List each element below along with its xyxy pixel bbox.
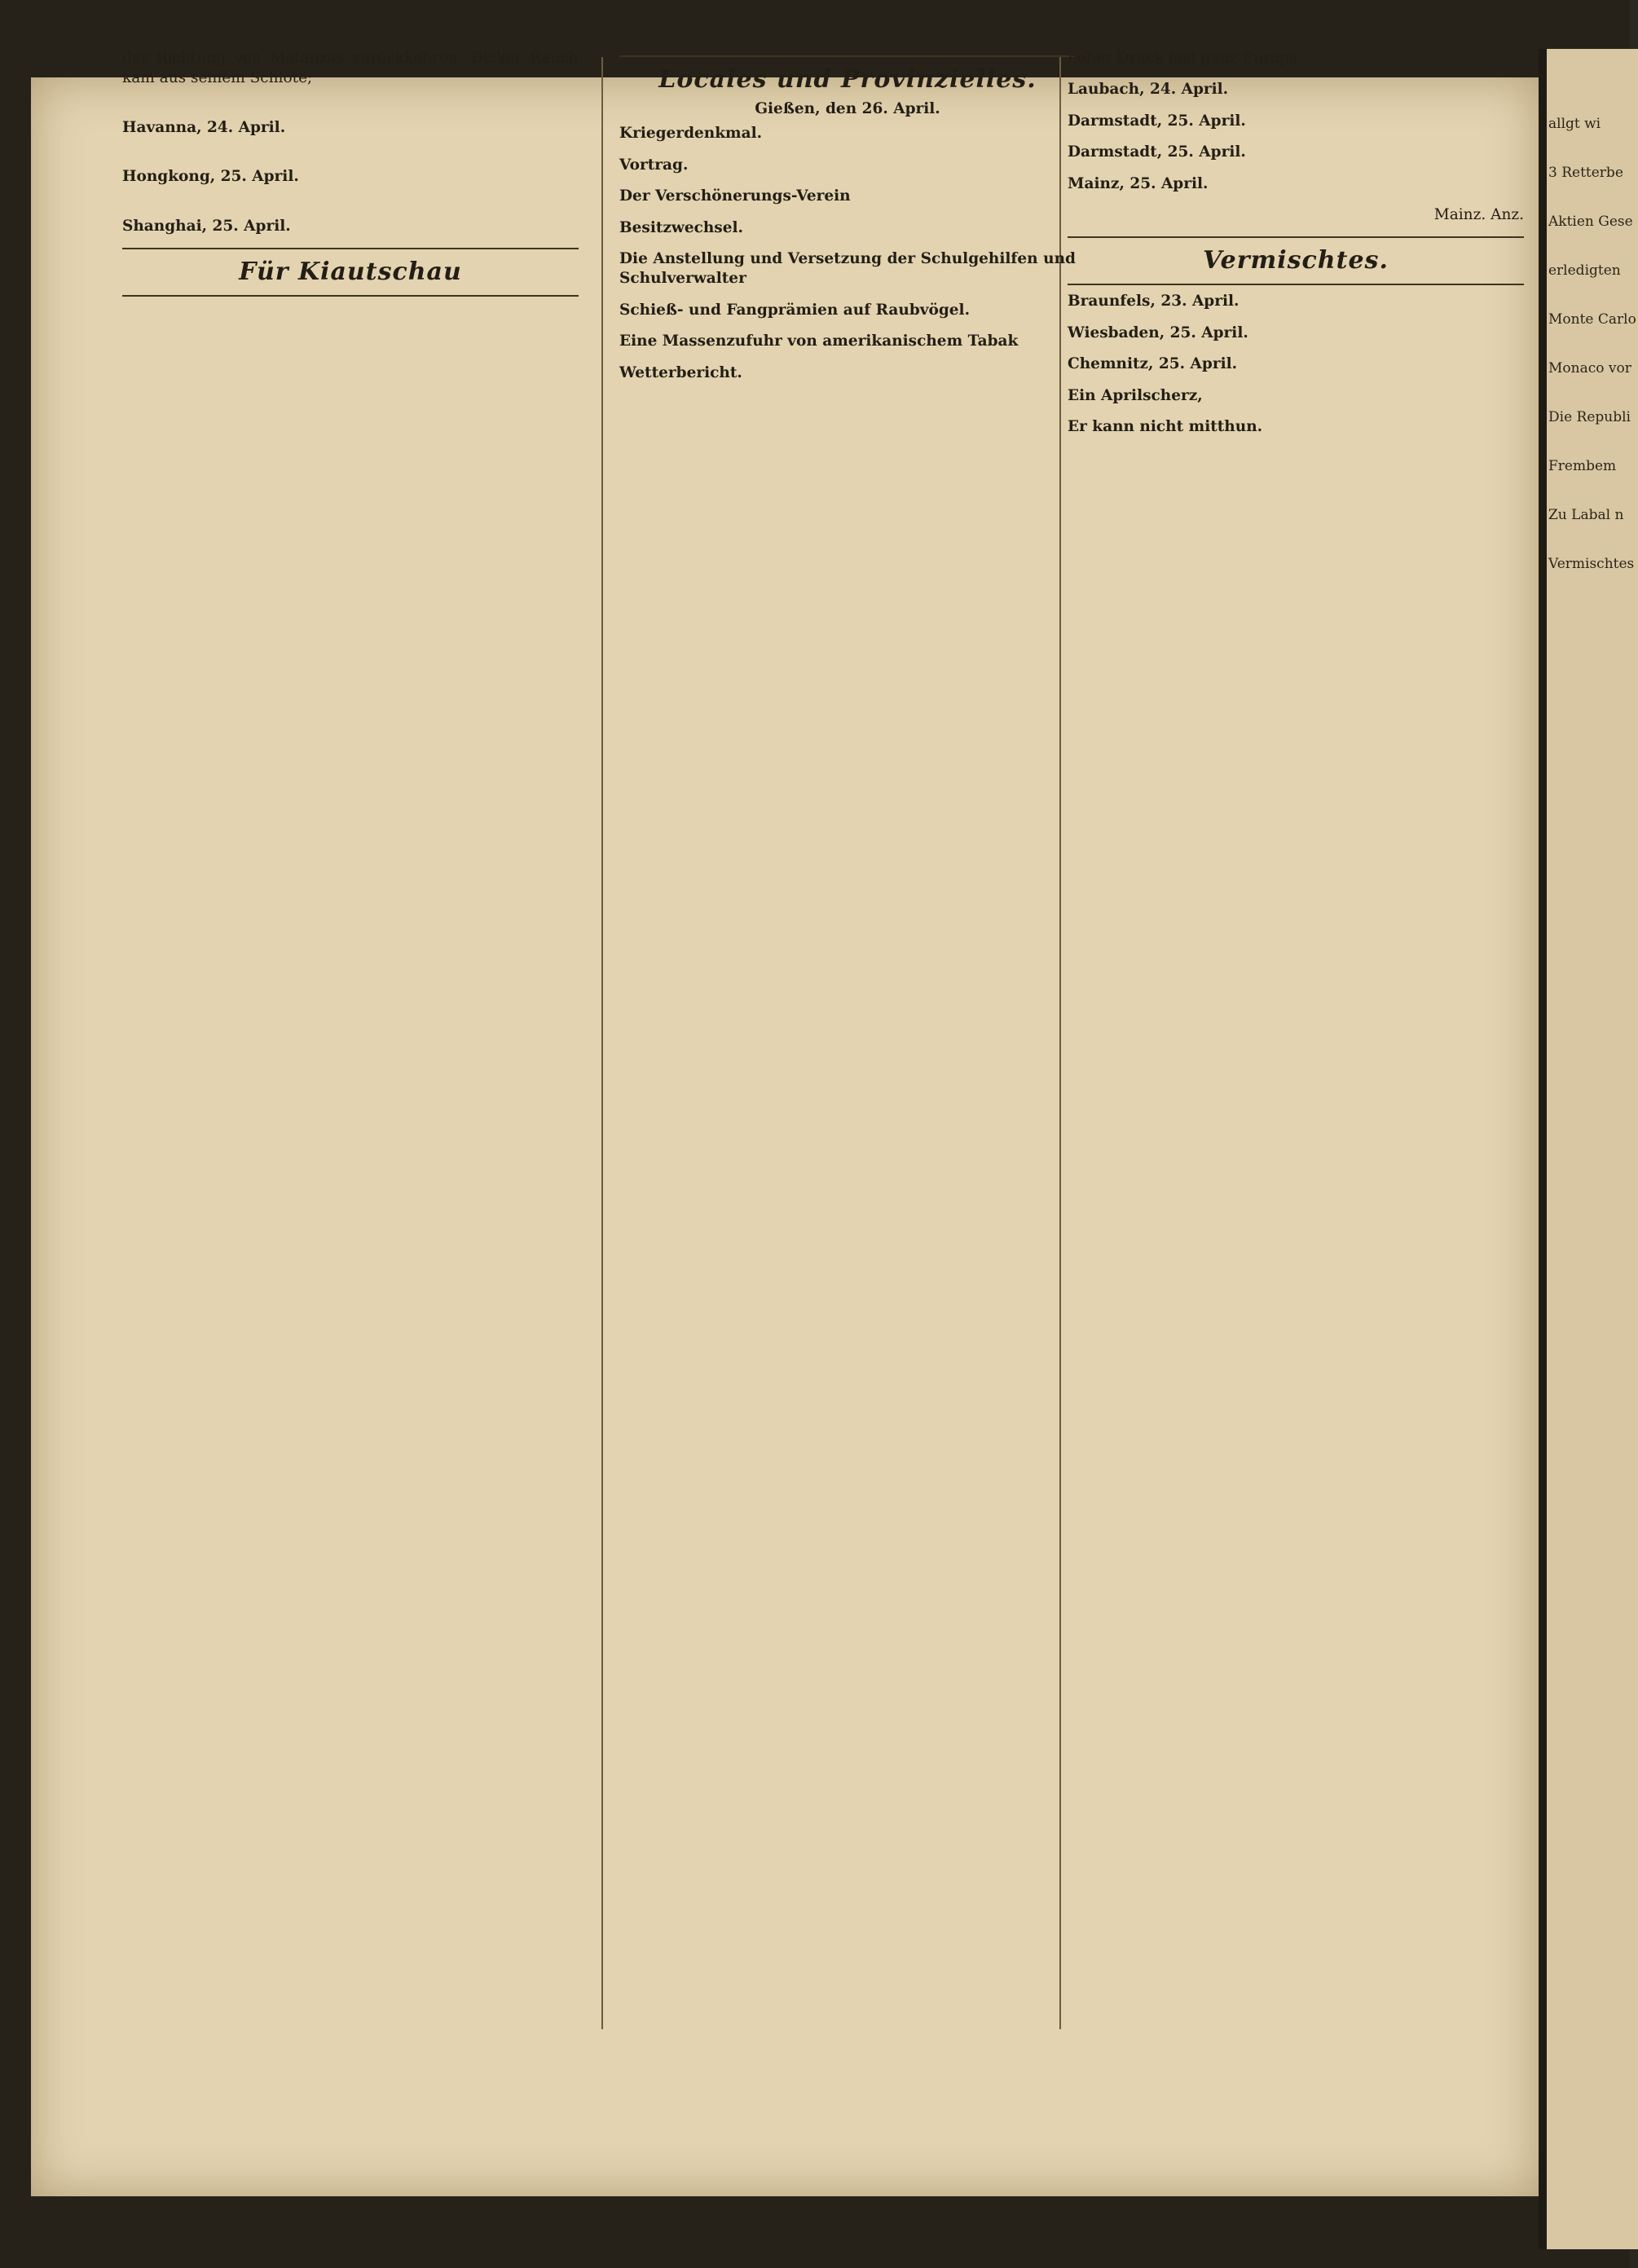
article-text: hoher Druck fast ganz Europa. [1068, 50, 1303, 67]
dateline: Mainz, 25. April. [1068, 174, 1209, 192]
dateline: Darmstadt, 25. April. [1068, 143, 1246, 161]
section-rule [1068, 284, 1524, 285]
adjacent-page-text-strip [1548, 114, 1636, 603]
adjacent-page-text-line: allgt wi [1548, 116, 1601, 132]
adjacent-page-text-line: Zu Labal n [1548, 507, 1624, 523]
adjacent-page-text-line: Aktien Gese [1548, 214, 1633, 230]
article-text: der Richtung von Matanzas zurückkehren. Dicker Rauch kam aus seinem Schlote; [122, 50, 579, 87]
column-2 [619, 49, 1076, 2070]
adjacent-page-text-line: Frembem [1548, 458, 1617, 474]
dateline: Darmstadt, 25. April. [1068, 112, 1246, 130]
subheading: Vortrag. [619, 156, 689, 174]
section-heading: Vermischtes. [1203, 246, 1389, 275]
dateline: Shanghai, 25. April. [122, 217, 291, 235]
column-1 [122, 49, 579, 2070]
adjacent-page-text-line: erledigten [1548, 262, 1621, 279]
dateline: Gießen, den 26. April. [755, 100, 940, 117]
adjacent-page-text-line: Die Republi [1548, 409, 1631, 425]
section-heading: Für Kiautschau [239, 258, 462, 287]
section-rule [1068, 236, 1524, 238]
section-rule [122, 248, 579, 249]
source-note: Mainz. Anz. [1433, 206, 1524, 224]
subheading: Er kann nicht mitthun. [1068, 418, 1263, 436]
subheading: Kriegerdenkmal. [619, 125, 763, 143]
column-rule [601, 57, 603, 2029]
subheading: Ein Aprilscherz, [1068, 386, 1203, 404]
dateline: Wiesbaden, 25. April. [1068, 324, 1248, 341]
subheading: Eine Massenzufuhr von amerikanischem Tabak [619, 332, 1019, 350]
subheading: Besitzwechsel. [619, 218, 743, 236]
section-rule [619, 55, 1076, 57]
adjacent-page-text-line: Monte Carlo [1548, 311, 1636, 328]
subheading: Wetterbericht. [619, 363, 742, 381]
dateline: Laubach, 24. April. [1068, 81, 1229, 99]
adjacent-page-text-line: 3 Retterbe [1548, 165, 1623, 181]
adjacent-page-text-line: Vermischtes [1548, 556, 1635, 572]
dateline: Chemnitz, 25. April. [1068, 355, 1238, 373]
adjacent-page-text-line: Monaco vor [1548, 360, 1631, 377]
section-rule [122, 295, 579, 297]
section-heading: Locales und Provinzielles. [658, 65, 1037, 94]
dateline: Havanna, 24. April. [122, 118, 286, 136]
column-3 [1068, 49, 1524, 2070]
dateline: Braunfels, 23. April. [1068, 293, 1240, 310]
subheading: Die Anstellung und Versetzung der Schulgehilfen und Schulverwalter [619, 250, 1076, 288]
subheading: Der Verschönerungs-Verein [619, 187, 851, 205]
subheading: Schieß- und Fangprämien auf Raubvögel. [619, 301, 971, 319]
dateline: Hongkong, 25. April. [122, 168, 299, 186]
